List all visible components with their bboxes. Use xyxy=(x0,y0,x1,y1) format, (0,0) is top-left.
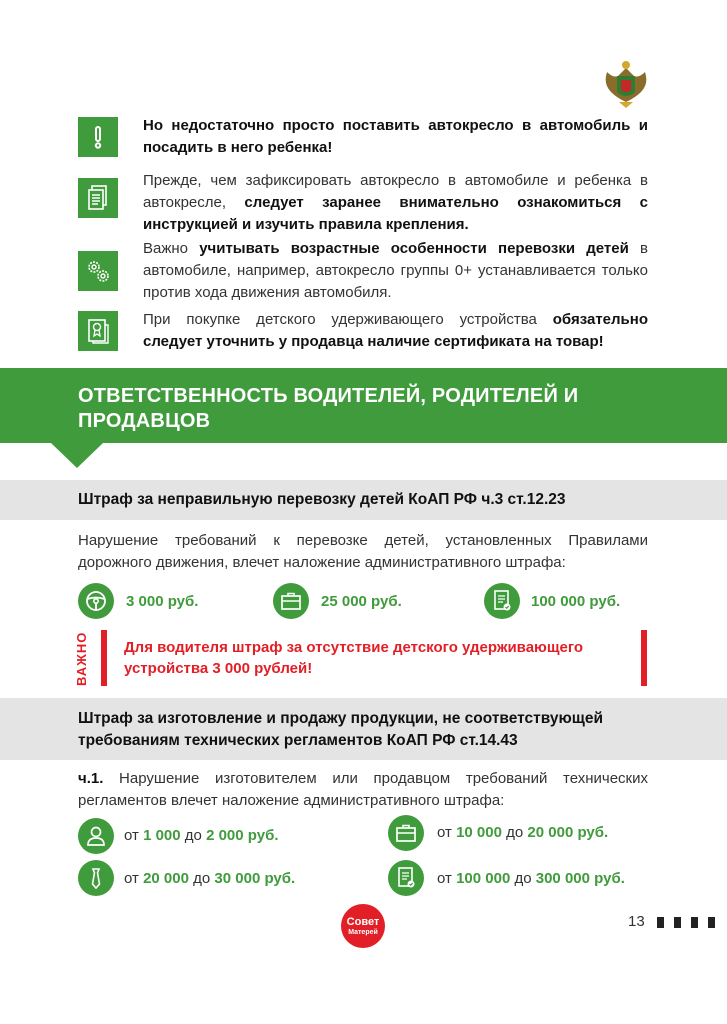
tip-text-regular: Прежде, чем зафиксировать автокресло в автомобиле и ребенка в автокресле, xyxy=(143,172,648,211)
range-to: 300 000 xyxy=(535,870,590,887)
word-from: от xyxy=(437,824,452,841)
range-unit: руб. xyxy=(577,824,609,841)
range-to: 20 000 xyxy=(527,824,574,841)
tie-icon xyxy=(78,860,114,896)
tip-text xyxy=(143,170,648,236)
fine-heading-bar xyxy=(0,698,727,760)
tip-text xyxy=(143,238,648,304)
tip-text-bold: следует заранее внимательно ознакомиться с инструкцией и изучить правила крепления. xyxy=(143,194,648,233)
sovet-materey-logo xyxy=(341,904,385,948)
page-number: 13 xyxy=(628,913,645,930)
tip-text-regular: в автомобиле, например, автокресло группы 0+ устанавливается только против хода движения автомобиля. xyxy=(143,240,648,301)
coat-of-arms-emblem xyxy=(601,58,651,110)
fine-amount: 3 000 руб. xyxy=(126,593,199,610)
steering-wheel-icon xyxy=(78,583,114,619)
range-unit: руб. xyxy=(594,870,625,887)
fine-heading: Штраф за изготовление и продажу продукции, не соответствующей требованиям технических регламентов КоАП РФ ст.14.43 xyxy=(78,710,603,749)
word-to: до xyxy=(506,824,524,841)
certificate-icon xyxy=(78,311,118,351)
fine-description xyxy=(78,768,648,812)
fine-amount: 25 000 руб. xyxy=(321,593,402,610)
page-marker xyxy=(674,917,681,928)
tip-item xyxy=(78,240,648,306)
tip-text xyxy=(143,309,648,353)
tip-text-bold: учитывать возрастные особенности перевозки детей xyxy=(199,240,629,257)
part-label: ч.1. xyxy=(78,770,104,787)
section-banner xyxy=(0,368,727,443)
range-from: 20 000 xyxy=(143,870,189,887)
fine-heading: Штраф за неправильную перевозку детей КоАП РФ ч.3 ст.12.23 xyxy=(78,491,566,508)
range-to: 30 000 xyxy=(214,870,261,887)
gears-icon xyxy=(78,251,118,291)
fine-range xyxy=(437,869,625,889)
range-to: 2 000 xyxy=(206,827,244,844)
word-to: до xyxy=(514,870,532,887)
tip-item xyxy=(78,172,648,238)
document-check-icon xyxy=(484,583,520,619)
page-marker xyxy=(691,917,698,928)
fine-heading-bar xyxy=(0,480,727,520)
fine-range xyxy=(124,869,295,889)
range-from: 10 000 xyxy=(456,824,502,841)
important-label: ВАЖНО xyxy=(74,631,89,686)
tip-text-bold: обязательно следует уточнить у продавца наличие сертификата на товар! xyxy=(143,311,648,350)
fine-range xyxy=(437,823,608,843)
word-to: до xyxy=(193,870,211,887)
range-from: 100 000 xyxy=(456,870,511,887)
briefcase-icon xyxy=(388,815,424,851)
page-marker xyxy=(708,917,715,928)
fine-description: Нарушение требований к перевозке детей, установленных Правилами дорожного движения, влечет наложение административного штрафа: xyxy=(78,532,648,571)
red-bar-left xyxy=(101,630,107,686)
fine-amount: 100 000 руб. xyxy=(531,593,621,610)
logo-line-2: Матерей xyxy=(348,929,378,936)
range-unit: руб. xyxy=(247,827,279,844)
word-from: от xyxy=(124,827,139,844)
page-marker xyxy=(657,917,664,928)
tip-text-regular: Важно xyxy=(143,240,200,257)
document-check-icon xyxy=(388,860,424,896)
section-title: ОТВЕТСТВЕННОСТЬ ВОДИТЕЛЕЙ, РОДИТЕЛЕЙ И ПРОДАВЦОВ xyxy=(78,385,579,432)
range-from: 1 000 xyxy=(143,827,181,844)
red-bar-right xyxy=(641,630,647,686)
tip-item xyxy=(78,311,648,355)
tip-text-regular: При покупке детского удерживающего устройства xyxy=(143,311,553,328)
briefcase-icon xyxy=(273,583,309,619)
word-from: от xyxy=(124,870,139,887)
exclamation-icon xyxy=(78,117,118,157)
tip-item xyxy=(78,117,648,161)
important-text: Для водителя штраф за отсутствие детского удерживающего устройства 3 000 рублей! xyxy=(124,639,584,677)
word-to: до xyxy=(184,827,202,844)
range-unit: руб. xyxy=(264,870,296,887)
word-from: от xyxy=(437,870,452,887)
banner-notch xyxy=(51,443,103,468)
fine-description-text: Нарушение изготовителем или продавцом требований технических регламентов влечет наложение административного штрафа: xyxy=(78,770,648,809)
tip-text-bold: Но недостаточно просто поставить автокресло в автомобиль и посадить в него ребенка! xyxy=(143,117,648,156)
tip-text xyxy=(143,115,648,159)
fine-range xyxy=(124,826,279,846)
logo-line-1: Совет xyxy=(346,916,380,928)
document-icon xyxy=(78,178,118,218)
person-icon xyxy=(78,818,114,854)
